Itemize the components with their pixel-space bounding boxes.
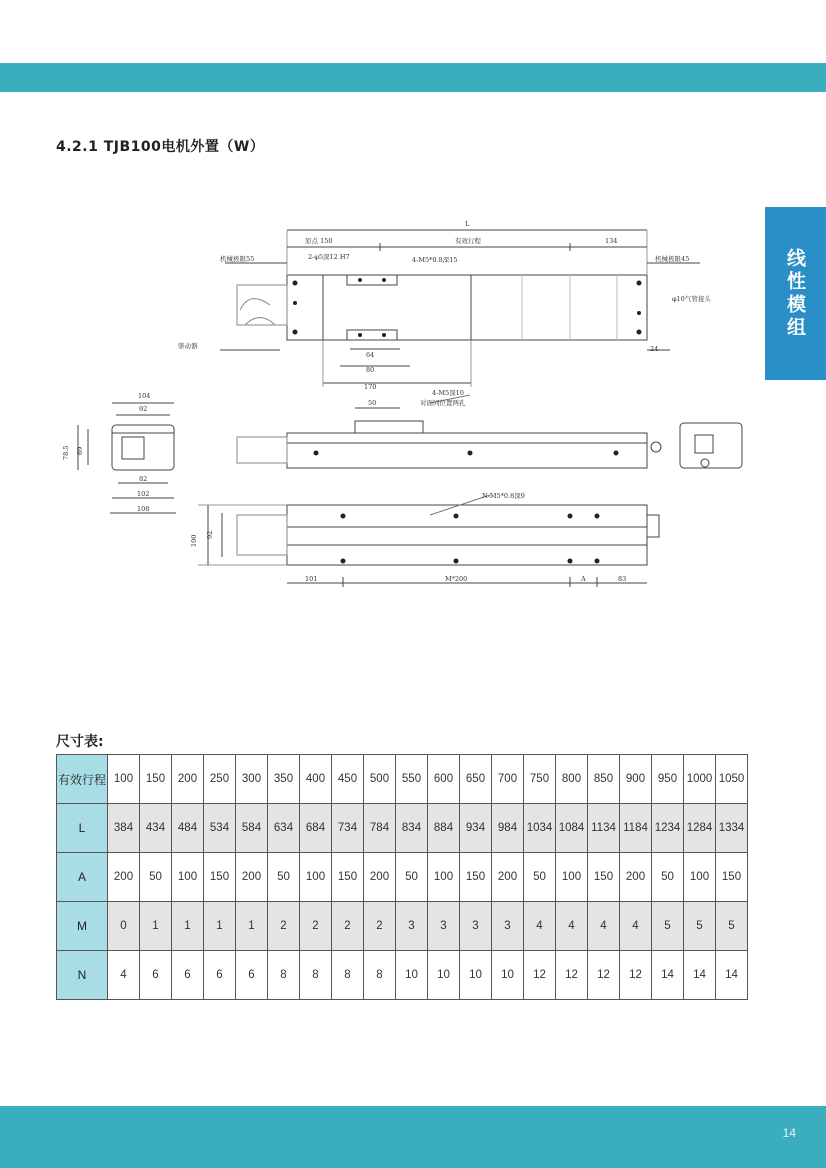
- dim-82: 82: [139, 475, 148, 483]
- table-cell: 1000: [684, 755, 716, 804]
- table-cell: 1134: [588, 804, 620, 853]
- table-cell: 2: [268, 902, 300, 951]
- label-air-fitting: φ10气管接头: [672, 295, 711, 303]
- dim-100: 100: [190, 534, 198, 547]
- table-cell: 100: [300, 853, 332, 902]
- table-cell: 150: [204, 853, 236, 902]
- table-cell: 8: [364, 951, 396, 1000]
- table-cell: 8: [332, 951, 364, 1000]
- table-cell: 3: [460, 902, 492, 951]
- dim-134: 134: [605, 237, 618, 245]
- table-cell: 450: [332, 755, 364, 804]
- table-cell: 150: [140, 755, 172, 804]
- table-cell: 1: [172, 902, 204, 951]
- table-cell: 5: [652, 902, 684, 951]
- table-cell: 150: [460, 853, 492, 902]
- dim-101: 101: [305, 575, 318, 583]
- table-cell: 12: [588, 951, 620, 1000]
- table-row: [57, 804, 748, 853]
- dim-m200: M*200: [445, 575, 468, 583]
- table-cell: 1234: [652, 804, 684, 853]
- dimension-table-title: 尺寸表:: [56, 734, 104, 750]
- table-cell: 1: [140, 902, 172, 951]
- table-cell: 3: [396, 902, 428, 951]
- side-tab-label: 线性模组: [784, 247, 806, 340]
- table-cell: 934: [460, 804, 492, 853]
- table-cell: 1184: [620, 804, 652, 853]
- table-cell: 12: [524, 951, 556, 1000]
- table-cell: 150: [332, 853, 364, 902]
- table-cell: 3: [492, 902, 524, 951]
- table-cell: 634: [268, 804, 300, 853]
- table-cell: 200: [364, 853, 396, 902]
- table-cell: 900: [620, 755, 652, 804]
- table-cell: 1034: [524, 804, 556, 853]
- dim-origin-150: 原点 150: [305, 237, 333, 245]
- row-header: A: [57, 853, 108, 902]
- header-band: [0, 63, 826, 92]
- table-cell: 12: [620, 951, 652, 1000]
- dim-L: L: [465, 220, 470, 228]
- section-title: 4.2.1 TJB100电机外置（W）: [56, 139, 265, 155]
- dim-92: 92: [139, 405, 148, 413]
- row-header: L: [57, 804, 108, 853]
- table-cell: 14: [684, 951, 716, 1000]
- label-drive-unit: 驱动器: [178, 342, 198, 350]
- table-cell: 10: [492, 951, 524, 1000]
- table-cell: 4: [108, 951, 140, 1000]
- table-cell: 684: [300, 804, 332, 853]
- table-cell: 1050: [716, 755, 748, 804]
- table-cell: 2: [300, 902, 332, 951]
- table-cell: 200: [236, 853, 268, 902]
- table-cell: 4: [588, 902, 620, 951]
- table-cell: 14: [652, 951, 684, 1000]
- table-cell: 750: [524, 755, 556, 804]
- table-cell: 6: [172, 951, 204, 1000]
- table-cell: 5: [716, 902, 748, 951]
- table-cell: 200: [620, 853, 652, 902]
- table-cell: 2: [332, 902, 364, 951]
- row-header: 有效行程: [57, 755, 108, 804]
- dim-69: 69: [76, 446, 84, 455]
- bottom-view-body: [287, 505, 647, 565]
- dim-50: 50: [368, 399, 377, 407]
- table-cell: 4: [524, 902, 556, 951]
- table-cell: 434: [140, 804, 172, 853]
- dim-92-bottom: 92: [206, 530, 214, 539]
- table-cell: 850: [588, 755, 620, 804]
- dim-170: 170: [364, 383, 377, 391]
- table-cell: 6: [204, 951, 236, 1000]
- table-cell: 200: [108, 853, 140, 902]
- table-cell: 50: [652, 853, 684, 902]
- table-cell: 8: [268, 951, 300, 1000]
- table-cell: 6: [140, 951, 172, 1000]
- table-cell: 50: [268, 853, 300, 902]
- table-cell: 3: [428, 902, 460, 951]
- label-pin-hole: 2-φ5深12 H7: [308, 253, 350, 261]
- table-row: [57, 951, 748, 1000]
- table-cell: 6: [236, 951, 268, 1000]
- row-header: N: [57, 951, 108, 1000]
- table-cell: 14: [716, 951, 748, 1000]
- table-cell: 1: [204, 902, 236, 951]
- label-screw-top: 4-M5*0.8深15: [412, 256, 458, 264]
- table-cell: 2: [364, 902, 396, 951]
- table-cell: 50: [140, 853, 172, 902]
- table-cell: 400: [300, 755, 332, 804]
- table-cell: 10: [428, 951, 460, 1000]
- table-cell: 500: [364, 755, 396, 804]
- table-cell: 10: [396, 951, 428, 1000]
- table-row: [57, 853, 748, 902]
- table-cell: 350: [268, 755, 300, 804]
- table-cell: 100: [172, 853, 204, 902]
- table-cell: 1334: [716, 804, 748, 853]
- table-cell: 100: [428, 853, 460, 902]
- dim-102: 102: [137, 490, 150, 498]
- table-cell: 834: [396, 804, 428, 853]
- dim-effective-stroke: 有效行程: [455, 237, 481, 245]
- table-cell: 4: [556, 902, 588, 951]
- table-cell: 734: [332, 804, 364, 853]
- table-cell: 12: [556, 951, 588, 1000]
- table-cell: 150: [716, 853, 748, 902]
- table-cell: 5: [684, 902, 716, 951]
- table-cell: 100: [556, 853, 588, 902]
- table-cell: 200: [172, 755, 204, 804]
- table-row: [57, 755, 748, 804]
- table-cell: 0: [108, 902, 140, 951]
- label-mech-limit-left: 机械极限55: [220, 255, 255, 263]
- table-cell: 584: [236, 804, 268, 853]
- table-cell: 384: [108, 804, 140, 853]
- page-number: 14: [782, 1126, 796, 1140]
- dim-80: 80: [366, 366, 375, 374]
- table-cell: 150: [588, 853, 620, 902]
- table-cell: 250: [204, 755, 236, 804]
- dim-A: A: [581, 575, 586, 583]
- table-cell: 700: [492, 755, 524, 804]
- footer-band: [0, 1106, 826, 1168]
- row-header: M: [57, 902, 108, 951]
- table-cell: 4: [620, 902, 652, 951]
- label-screw-side: 4-M5深10: [432, 389, 464, 397]
- table-cell: 10: [460, 951, 492, 1000]
- table-cell: 200: [492, 853, 524, 902]
- table-cell: 800: [556, 755, 588, 804]
- dim-78-5: 78.5: [62, 445, 70, 460]
- table-cell: 8: [300, 951, 332, 1000]
- dim-104: 104: [138, 392, 151, 400]
- table-cell: 50: [524, 853, 556, 902]
- table-cell: 484: [172, 804, 204, 853]
- side-category-tab: [765, 207, 826, 380]
- table-cell: 950: [652, 755, 684, 804]
- table-cell: 1: [236, 902, 268, 951]
- table-cell: 1284: [684, 804, 716, 853]
- dimension-table: [56, 754, 748, 1000]
- table-cell: 300: [236, 755, 268, 804]
- table-cell: 884: [428, 804, 460, 853]
- technical-drawing: [50, 215, 760, 595]
- table-row: [57, 902, 748, 951]
- table-cell: 784: [364, 804, 396, 853]
- dim-83: 83: [618, 575, 627, 583]
- table-cell: 50: [396, 853, 428, 902]
- dim-108: 108: [137, 505, 150, 513]
- label-same-holes: 对面同位置两孔: [420, 399, 466, 407]
- table-cell: 100: [684, 853, 716, 902]
- table-cell: 550: [396, 755, 428, 804]
- top-view-body: [287, 275, 647, 340]
- side-view-body: [287, 433, 647, 468]
- dim-64: 64: [366, 351, 375, 359]
- table-cell: 1084: [556, 804, 588, 853]
- table-cell: 100: [108, 755, 140, 804]
- label-mech-limit-right: 机械极限45: [655, 255, 690, 263]
- table-cell: 534: [204, 804, 236, 853]
- dim-24: 24: [650, 345, 659, 353]
- table-cell: 600: [428, 755, 460, 804]
- label-screw-bottom: N-M5*0.8深9: [482, 492, 525, 500]
- table-cell: 984: [492, 804, 524, 853]
- table-cell: 650: [460, 755, 492, 804]
